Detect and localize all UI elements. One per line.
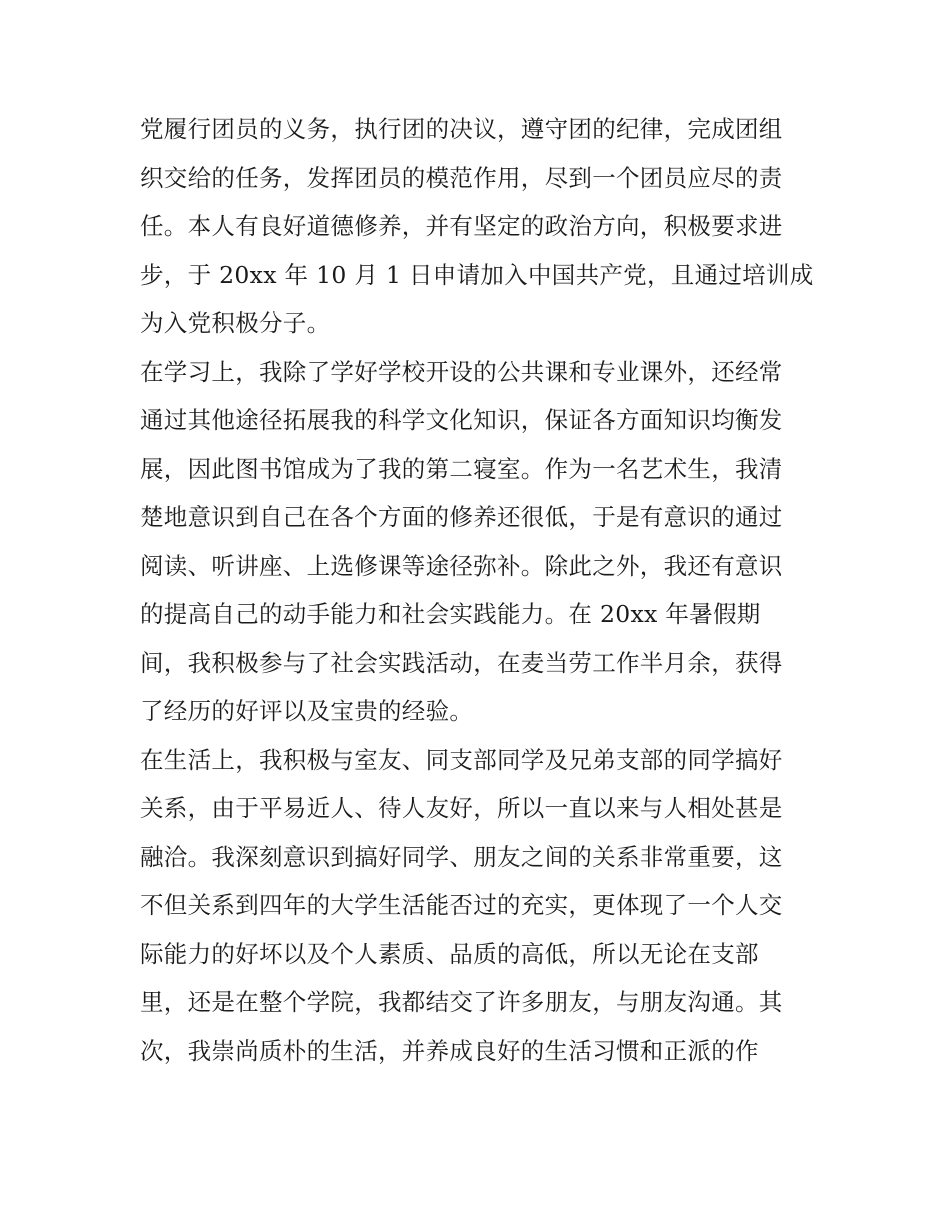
text-line: 在学习上，我除了学好学校开设的公共课和专业课外，还经常 [140,357,783,386]
text-line: 了经历的好评以及宝贵的经验。 [140,697,474,725]
text-line: 融洽。我深刻意识到搞好同学、朋友之间的关系非常重要，这 [140,842,783,871]
text-line: 楚地意识到自己在各个方面的修养还很低，于是有意识的通过 [140,503,783,531]
text-line: 在生活上，我积极与室友、同支部同学及兄弟支部的同学搞好 [140,745,783,774]
text-line: 任。本人有良好道德修养，并有坚定的政治方向，积极要求进 [140,212,783,240]
text-line: 为入党积极分子。 [140,309,331,337]
text-line: 织交给的任务，发挥团员的模范作用，尽到一个团员应尽的责 [140,163,783,192]
text-line: 的提高自己的动手能力和社会实践能力。在 20xx 年暑假期 [140,600,761,628]
text-line: 展，因此图书馆成为了我的第二寝室。作为一名艺术生，我清 [140,454,783,483]
text-line: 通过其他途径拓展我的科学文化知识，保证各方面知识均衡发 [140,406,783,434]
text-line: 阅读、听讲座、上选修课等途径弥补。除此之外，我还有意识 [140,551,783,580]
text-line: 不但关系到四年的大学生活能否过的充实，更体现了一个人交 [140,891,783,919]
text-line: 关系，由于平易近人、待人友好，所以一直以来与人相处甚是 [140,794,783,822]
text-line: 步，于 20xx 年 10 月 1 日申请加入中国共产党，且通过培训成 [140,260,814,289]
body-text [140,105,820,1075]
text-line: 际能力的好坏以及个人素质、品质的高低，所以无论在支部 [140,939,759,968]
text-line: 里，还是在整个学院，我都结交了许多朋友，与朋友沟通。其 [140,988,783,1016]
text-line: 次，我崇尚质朴的生活，并养成良好的生活习惯和正派的作 [140,1036,759,1065]
text-line: 间，我积极参与了社会实践活动，在麦当劳工作半月余，获得 [140,648,783,677]
text-line: 党履行团员的义务，执行团的决议，遵守团的纪律，完成团组 [140,115,783,143]
